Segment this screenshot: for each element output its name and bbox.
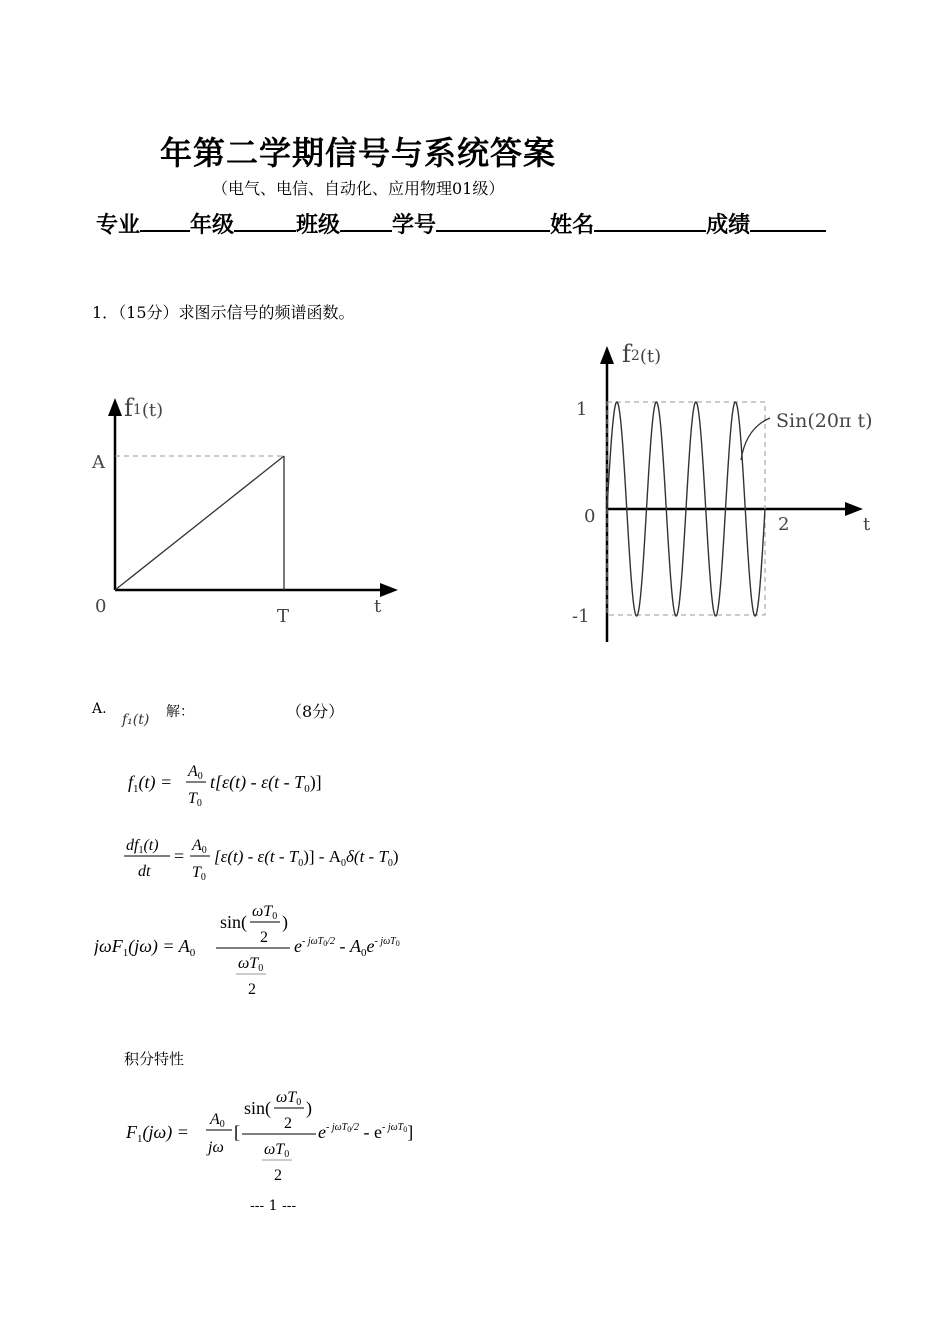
f1-y-arrow (108, 398, 122, 416)
f1-origin-label: 0 (95, 596, 107, 617)
svg-text:sin(: sin( (220, 912, 247, 932)
f1-xlabel: t (374, 596, 382, 617)
f2-curve-label: Sin(20π t) (776, 410, 873, 432)
svg-text:A0: A0 (188, 763, 203, 782)
svg-text:jωF1(jω) = A0: $j\omega F_1(j\omega) = A_0$ (94, 936, 196, 959)
answer-f1t: f₁(t) (122, 712, 150, 728)
page-subtitle: （电气、电信、自动化、应用物理01级） (212, 179, 505, 198)
field-major-blank[interactable] (140, 210, 190, 232)
student-info-fields (96, 208, 826, 239)
svg-text:): ) (282, 912, 288, 932)
svg-text:T0: T0 (188, 790, 202, 809)
field-id-blank[interactable] (436, 210, 550, 232)
svg-text:): ) (306, 1098, 312, 1118)
figure-f2-sine (560, 330, 890, 650)
equation-f1-def (128, 758, 368, 810)
svg-text:e- jωT0/2 - e- jωT0]: $e^{- j\omega T}0/2 - e^{- j\omega T}0$] (318, 1122, 414, 1142)
f1-x-arrow (380, 583, 398, 597)
f2-callout-line (741, 418, 770, 460)
svg-text:[: [ (234, 1122, 240, 1142)
field-grade-blank[interactable] (234, 210, 296, 232)
svg-text:sin(: sin( (244, 1098, 271, 1118)
svg-text:ωT0: ωT0 (252, 903, 278, 922)
answer-solve-label: 解： (166, 704, 194, 720)
svg-text:2: 2 (248, 981, 256, 998)
field-score-blank[interactable] (750, 210, 826, 232)
f1-ylabel: f1(t) (124, 394, 164, 422)
f1-end-label: T (277, 606, 290, 627)
svg-text:A0: A0 (192, 837, 207, 856)
field-id-label: 学号 (392, 213, 437, 238)
answer-points: （8分） (286, 702, 345, 721)
svg-text:A0: A0 (210, 1111, 225, 1130)
f2-ybottom-label: -1 (572, 606, 590, 627)
svg-text:dt: dt (138, 863, 151, 880)
figure-f1-ramp (80, 380, 410, 630)
f1-amp-label: A (92, 452, 105, 473)
svg-text:ωT0: ωT0 (276, 1089, 302, 1108)
field-major-label: 专业 (96, 213, 141, 238)
f2-y-arrow (600, 346, 614, 364)
field-grade-label: 年级 (190, 213, 235, 238)
f2-ylabel: f2(t) (622, 340, 662, 368)
field-score-label: 成绩 (706, 213, 751, 238)
field-name-label: 姓名 (550, 213, 595, 238)
field-class-label: 班级 (296, 213, 341, 238)
f2-xlabel: t (863, 514, 871, 535)
f2-x-arrow (845, 502, 863, 516)
svg-text:f1(t) =: $f_1(t)$ = (128, 772, 173, 795)
f2-yzero-label: 0 (584, 506, 596, 527)
equation-derivative (124, 832, 444, 884)
svg-text:F1(jω) =: $F_1(j\omega)$ = (126, 1122, 189, 1145)
equation-F1 (126, 1082, 466, 1186)
svg-text:2: 2 (284, 1115, 292, 1132)
svg-text:2: 2 (274, 1167, 282, 1184)
svg-text:df1(t): df1(t) (126, 837, 159, 856)
page-number: --- 1 --- (250, 1198, 297, 1214)
svg-text:ωT0: ωT0 (264, 1141, 290, 1160)
f1-ramp-line (115, 456, 284, 590)
svg-text:[ε(t) - ε(t - T0)] - A0δ(t - T: $[\varepsilon(t) - \varepsilon(t - T_0)] - A_0\delta(t - T_0)$ (214, 847, 399, 869)
question-1-text: 1．（15分）求图示信号的频谱函数。 (92, 303, 355, 322)
integral-property-label: 积分特性 (124, 1050, 185, 1068)
equation-jwF (94, 898, 454, 1002)
svg-text:e- jωT0/2 - A0e- jωT0: $e^{- j\omega T}0/2 - A_0e^{- j\omega T}0$ (294, 936, 400, 959)
svg-text:jω: jω (208, 1139, 224, 1156)
field-class-blank[interactable] (340, 210, 392, 232)
page-title: 年第二学期信号与系统答案 (160, 134, 557, 172)
answer-marker: A. (92, 701, 107, 717)
f2-ytop-label: 1 (576, 399, 588, 420)
svg-text:T0: T0 (192, 864, 206, 883)
f2-xend-label: 2 (778, 514, 790, 535)
svg-text:2: 2 (260, 929, 268, 946)
field-name-blank[interactable] (594, 210, 706, 232)
svg-text:=: = (174, 846, 185, 866)
svg-text:ωT0: ωT0 (238, 955, 264, 974)
svg-text:t[ε(t) - ε(t - T0)]: $t[\varepsilon(t) - \varepsilon(t - T_0)]$ (210, 772, 322, 795)
